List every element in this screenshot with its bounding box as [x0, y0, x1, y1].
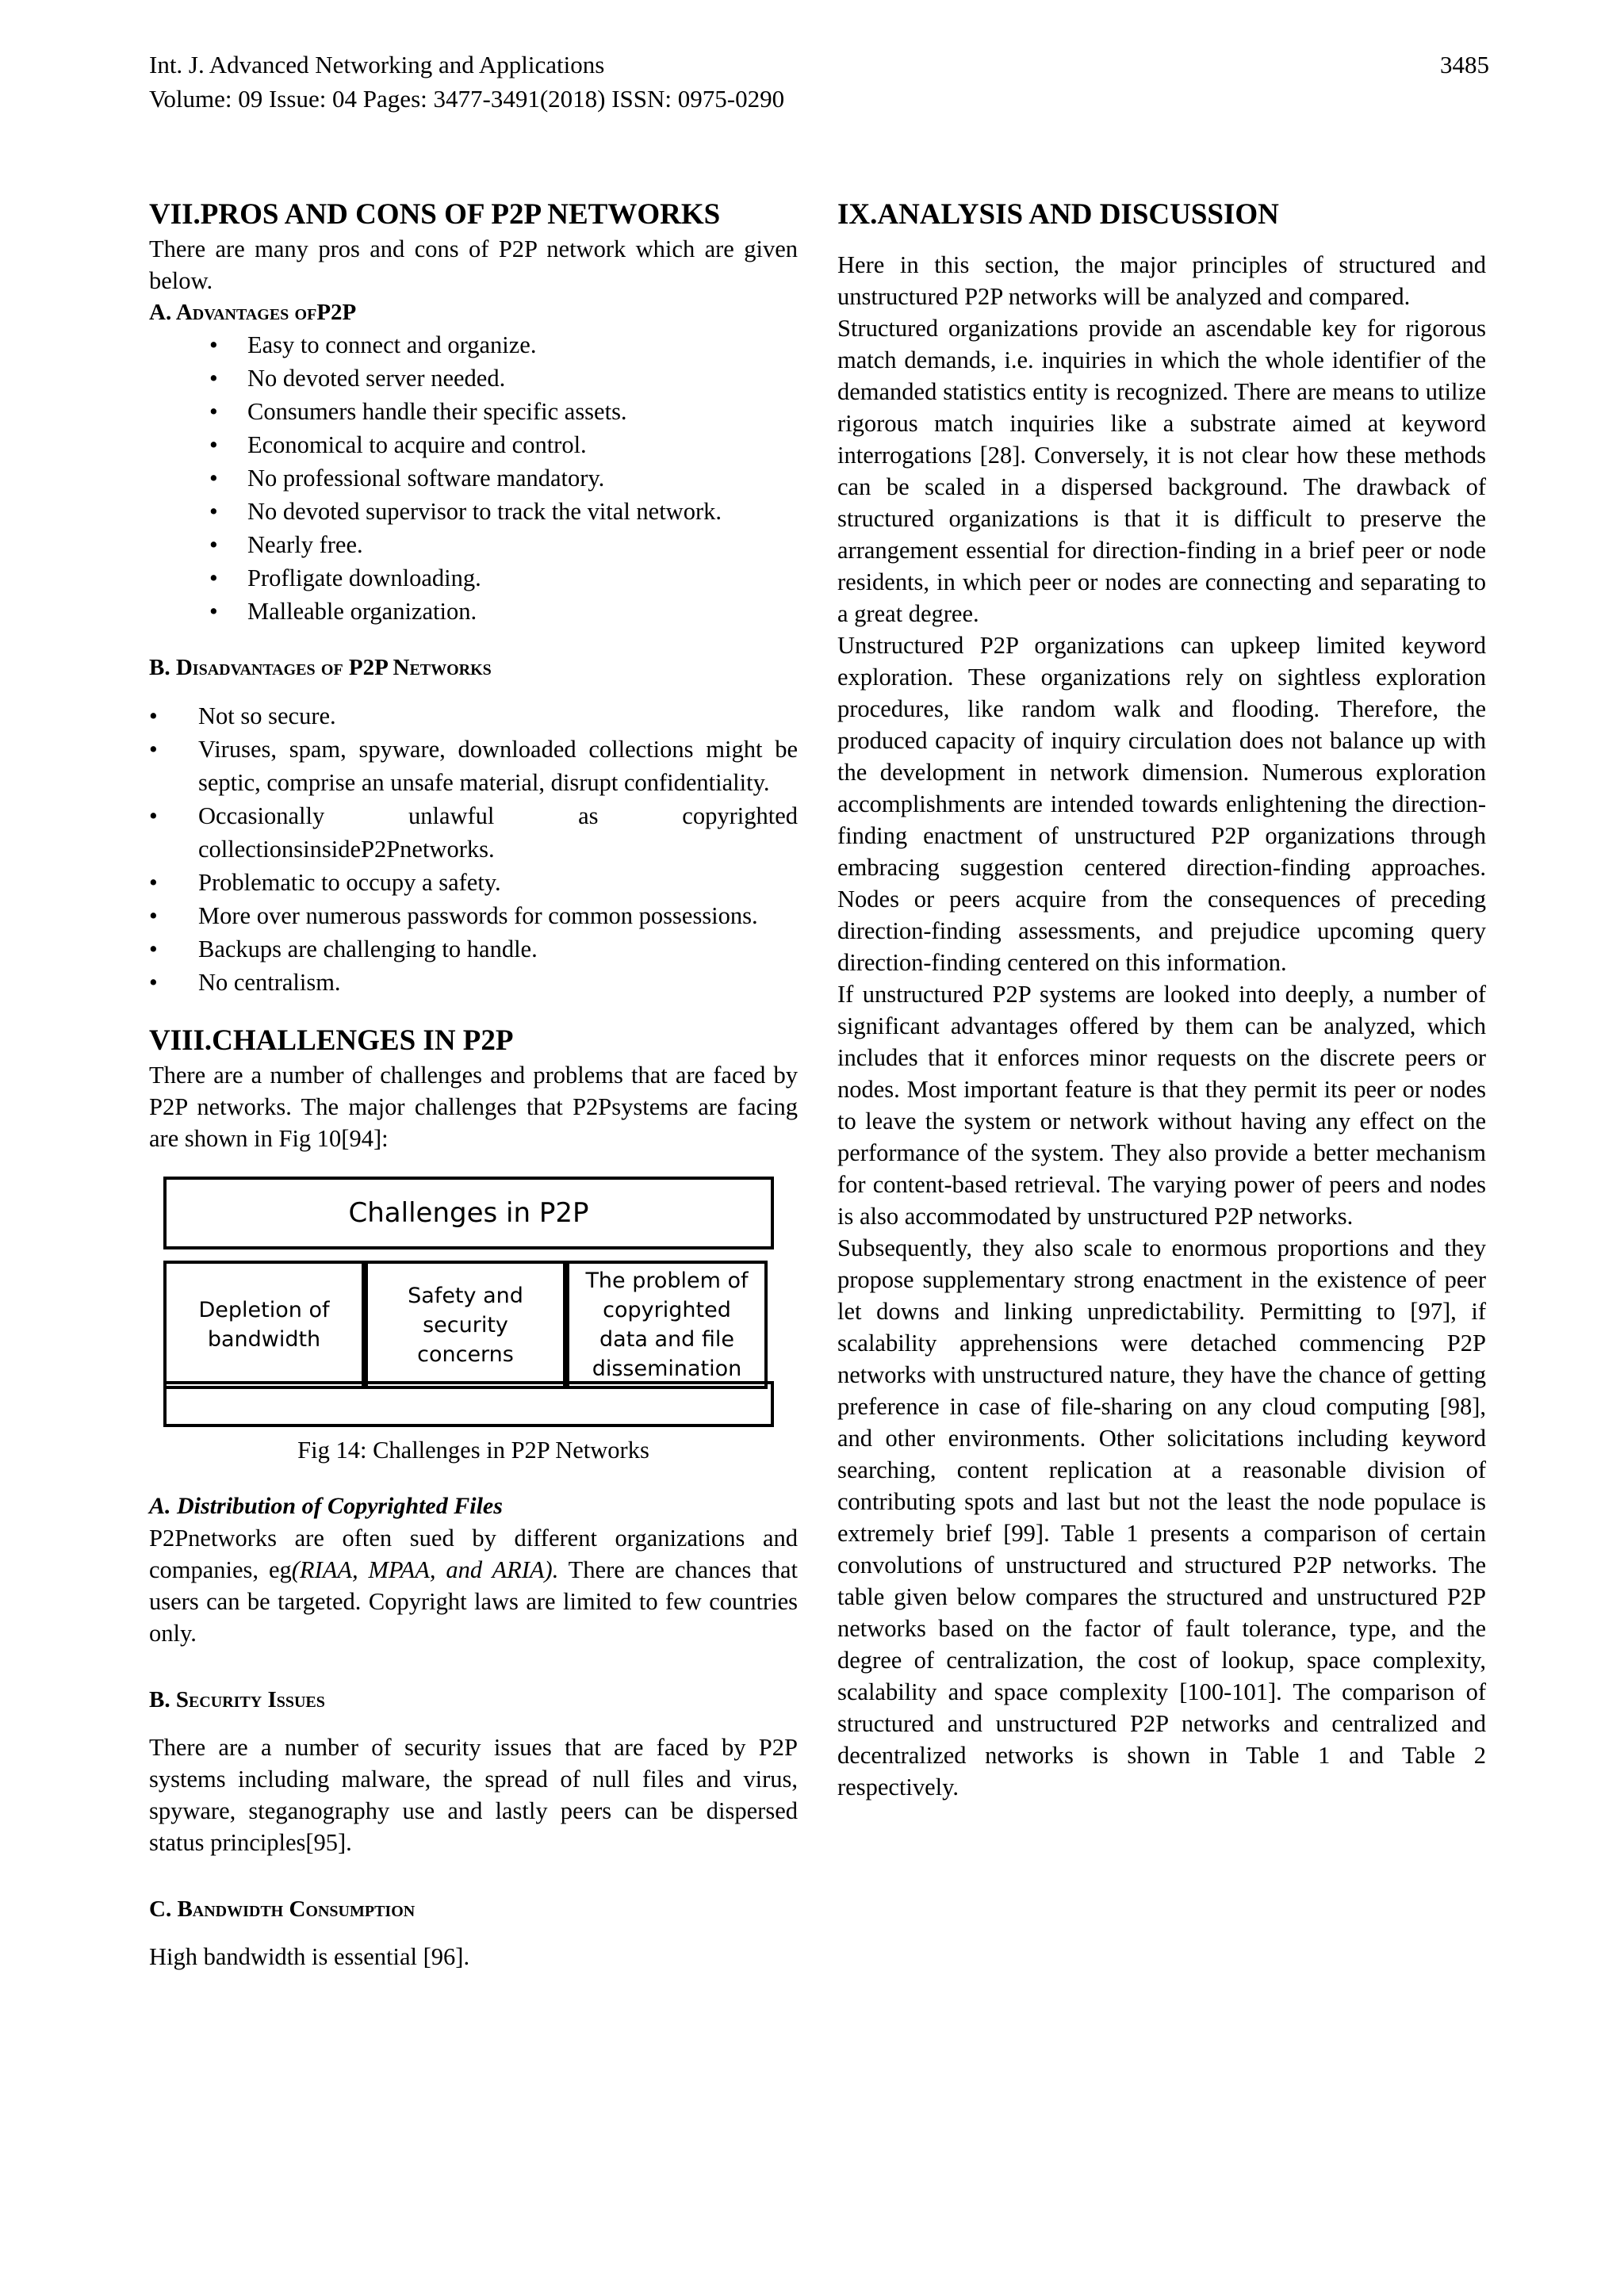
advantages-heading: A. Advantages ofP2P	[149, 300, 357, 325]
list-item: • Not so secure.	[149, 699, 798, 733]
disadvantages-heading: B. Disadvantages of P2P Networks	[149, 655, 492, 680]
list-item: • Profligate downloading.	[149, 561, 798, 595]
page-header	[149, 48, 1489, 116]
list-item: • Problematic to occupy a safety.	[149, 866, 798, 899]
left-column	[149, 197, 798, 1973]
challenges-figure	[163, 1177, 774, 1430]
list-item: • Easy to connect and organize.	[149, 328, 798, 362]
figure-cell-copyright: The problem of copyrighted data and file dissemination	[566, 1261, 768, 1389]
list-item: • Occasionally unlawful as copyrighted collectionsinsideP2Pnetworks.	[149, 799, 798, 866]
figure-bottom-bar	[163, 1381, 774, 1427]
figure-caption: Fig 14: Challenges in P2P Networks	[297, 1437, 649, 1464]
figure-cell-bandwidth: Depletion of bandwidth	[163, 1261, 365, 1389]
paragraph: Structured organizations provide an ascendable key for rigorous match demands, i.e. inquiries in which the whole identifier of the demanded statistics entity is recognized. There are means to utilize rigorous match inquiries like a substrate aimed at keyword interrogations [28]. Conversely, it is not clear how these methods can be scaled in a dispersed background. The drawback of structured organizations is that it is difficult to preserve the arrangement essential for direction-finding in a brief peer or node residents, in which peer or nodes are connecting and separating to a great degree.	[837, 315, 1486, 627]
subsection-a-text: P2Pnetworks are often sued by different organizations and companies, eg(RIAA, MPAA, and ARIA). There are chances that users can be targeted. Copyright laws are limited to few countries only.	[149, 1525, 798, 1647]
subsection-c-text: High bandwidth is essential [96].	[149, 1943, 470, 1970]
section-viii-intro: There are a number of challenges and problems that are faced by P2P networks. The major challenges that P2Psystems are facing are shown in Fig 10[94]:	[149, 1062, 798, 1152]
subsection-c-heading: C. Bandwidth Consumption	[149, 1896, 416, 1922]
section-viii-heading: VIII.CHALLENGES IN P2P	[149, 1024, 514, 1057]
section-vii-heading: VII.PROS AND CONS OF P2P NETWORKS	[149, 198, 721, 231]
subsection-b-text: There are a number of security issues that are faced by P2P systems including malware, the spread of null files and virus, spyware, steganography use and lastly peers can be dispersed status principles[95].	[149, 1734, 798, 1856]
list-item: • Backups are challenging to handle.	[149, 932, 798, 966]
figure-cell-security: Safety and security concerns	[365, 1261, 566, 1389]
subsection-b-heading: B. Security Issues	[149, 1687, 325, 1712]
section-vii-intro: There are many pros and cons of P2P network which are given below.	[149, 235, 798, 294]
list-item: • No professional software mandatory.	[149, 461, 798, 495]
list-item: • No centralism.	[149, 966, 798, 999]
page-number: 3485	[1440, 51, 1489, 78]
paragraph: Unstructured P2P organizations can upkeep limited keyword exploration. These organizations rely on sightless exploration procedures, like random walk and flooding. Therefore, the produced capacity of inquiry circulation does not balance up with the development in network dimension. Numerous exploration accomplishments are intended towards enlightening the direction-finding enactment of unstructured P2P organizations through embracing suggestion centered direction-finding approaches. Nodes or peers acquire from the consequences of preceding direction-finding assessments, and prejudice upcoming query direction-finding centered on this information.	[837, 632, 1486, 976]
list-item: • Economical to acquire and control.	[149, 428, 798, 461]
subsection-a-heading: A. Distribution of Copyrighted Files	[149, 1493, 503, 1519]
journal-title: Int. J. Advanced Networking and Applications	[149, 51, 605, 78]
list-item: • Nearly free.	[149, 528, 798, 561]
list-item: • Malleable organization.	[149, 595, 798, 628]
section-ix-heading: IX.ANALYSIS AND DISCUSSION	[837, 198, 1279, 231]
paragraph: Subsequently, they also scale to enormous proportions and they propose supplementary strong enactment in the existence of peer let downs and linking unpredictability. Permitting to [97], if scalability apprehensions were detached commencing P2P networks with unstructured nature, they have the chance of getting preference in case of file-sharing on any cloud computing [98], and other environments. Other solicitations including keyword searching, content replication at a reasonable division of contributing spots and last but not the least the node populace is extremely brief [99]. Table 1 presents a comparison of certain convolutions of unstructured and structured P2P networks. The table given below compares the structured and unstructured P2P networks based on the factor of fault tolerance, type, and the degree of centralization, the cost of lookup, space complexity, scalability and space complexity [100-101]. The comparison of structured and unstructured P2P networks and centralized and decentralized networks is shown in Table 1 and Table 2 respectively.	[837, 1234, 1486, 1800]
list-item: • Viruses, spam, spyware, downloaded collections might be septic, comprise an unsafe material, disrupt confidentiality.	[149, 733, 798, 799]
list-item: • No devoted supervisor to track the vital network.	[149, 495, 798, 528]
paragraph: Here in this section, the major principles of structured and unstructured P2P networks will be analyzed and compared.	[837, 251, 1486, 310]
right-column	[837, 197, 1486, 1803]
disadvantages-list	[149, 699, 798, 999]
list-item: • Consumers handle their specific assets.	[149, 395, 798, 428]
figure-title: Challenges in P2P	[163, 1177, 774, 1249]
list-item: • No devoted server needed.	[149, 362, 798, 395]
volume-line: Volume: 09 Issue: 04 Pages: 3477-3491(2018) ISSN: 0975-0290	[149, 85, 785, 113]
paragraph: If unstructured P2P systems are looked into deeply, a number of significant advantages offered by them can be analyzed, which includes that it enforces minor requests on the discrete peers or nodes. Most important feature is that they permit its peer or nodes to leave the system or network without having any effect on the performance of the system. They also provide a better mechanism for content-based retrieval. The varying power of peers and nodes is also accommodated by unstructured P2P networks.	[837, 981, 1486, 1230]
list-item: • More over numerous passwords for common possessions.	[149, 899, 798, 932]
advantages-list	[149, 328, 798, 628]
